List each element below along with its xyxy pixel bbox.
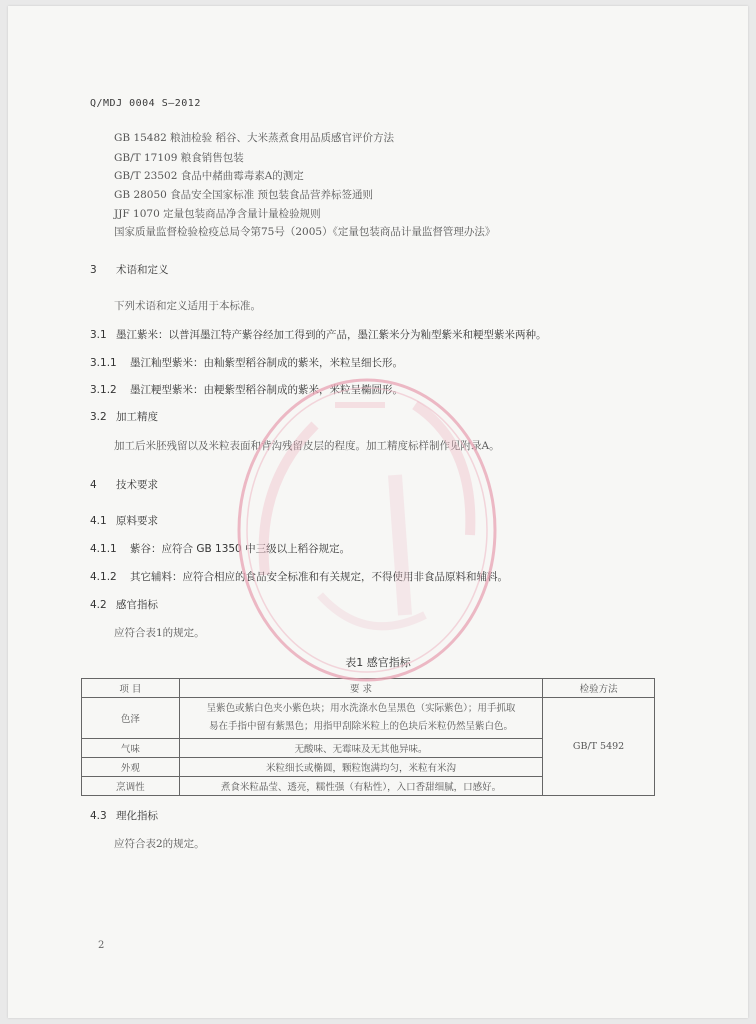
test-method-cell: GB/T 5492: [543, 698, 655, 796]
row-item: 外观: [82, 758, 180, 777]
reference-item: JJF 1070 定量包装商品净含量计量检验规则: [114, 208, 321, 220]
clause-4-1-2: 4.1.2 其它辅料：应符合相应的食品安全标准和有关规定，不得使用非食品原料和辅料。: [90, 571, 508, 583]
clause-4-1-heading: 4.1 原料要求: [90, 515, 158, 527]
clause-4-3-heading: 4.3 理化指标: [90, 810, 158, 822]
reference-item: GB/T 17109 粮食销售包装: [114, 152, 244, 164]
row-item: 气味: [82, 739, 180, 758]
row-item: 烹调性: [82, 777, 180, 796]
reference-item: GB 15482 粮油检验 稻谷、大米蒸煮食用品质感官评价方法: [114, 132, 395, 144]
sensory-index-table: [81, 678, 655, 796]
header-item: 项 目: [82, 679, 180, 698]
reference-item: 国家质量监督检验检疫总局令第75号（2005）《定量包装商品计量监督管理办法》: [114, 226, 496, 238]
clause-3-1-2: 3.1.2 墨江粳型紫米：由粳紫型稻谷制成的紫米，米粒呈椭圆形。: [90, 384, 403, 396]
clause-4-1-1: 4.1.1 紫谷：应符合 GB 1350 中三级以上稻谷规定。: [90, 543, 351, 555]
clause-4-2-heading: 4.2 感官指标: [90, 599, 158, 611]
row-requirement: 呈紫色或紫白色夹小紫色块；用水洗涤水色呈黑色（实际紫色）；用手抓取 易在手指中留有紫黑色；用指甲刮除米粒上的色块后米粒仍然呈紫白色。: [179, 698, 542, 739]
reference-item: GB 28050 食品安全国家标准 预包装食品营养标签通则: [114, 189, 374, 201]
clause-3-1: 3.1 墨江紫米：以普洱墨江特产紫谷经加工得到的产品，墨江紫米分为籼型紫米和粳型紫米两种。: [90, 329, 547, 341]
header-method: 检验方法: [543, 679, 655, 698]
page-number: 2: [98, 940, 105, 951]
clause-3-1-1: 3.1.1 墨江籼型紫米：由籼紫型稻谷制成的紫米，米粒呈细长形。: [90, 357, 403, 369]
header-requirement: 要 求: [179, 679, 542, 698]
standard-code-header: Q/MDJ 0004 S—2012: [90, 98, 201, 109]
table-1-caption: 表1 感官指标: [345, 656, 411, 669]
reference-item: GB/T 23502 食品中赭曲霉毒素A的测定: [114, 170, 304, 182]
row-requirement: 煮食米粒晶莹、透亮，糯性强（有粘性），入口香甜细腻，口感好。: [179, 777, 542, 796]
clause-3-2-text: 加工后米胚残留以及米粒表面和背沟残留皮层的程度。加工精度标样制作见附录A。: [114, 440, 500, 452]
row-requirement: 无酸味、无霉味及无其他异味。: [179, 739, 542, 758]
section-4-heading: 4 技术要求: [90, 479, 158, 491]
table-header-row: [82, 679, 655, 698]
table-row: [82, 698, 655, 739]
clause-4-2-text: 应符合表1的规定。: [114, 627, 205, 639]
clause-4-3-text: 应符合表2的规定。: [114, 838, 205, 850]
row-requirement: 米粒细长或椭圆，颗粒饱满均匀，米粒有米沟: [179, 758, 542, 777]
section-3-heading: 3 术语和定义: [90, 264, 169, 276]
row-item: 色泽: [82, 698, 180, 739]
clause-3-2-heading: 3.2 加工精度: [90, 411, 158, 423]
section-3-intro: 下列术语和定义适用于本标准。: [114, 300, 261, 312]
